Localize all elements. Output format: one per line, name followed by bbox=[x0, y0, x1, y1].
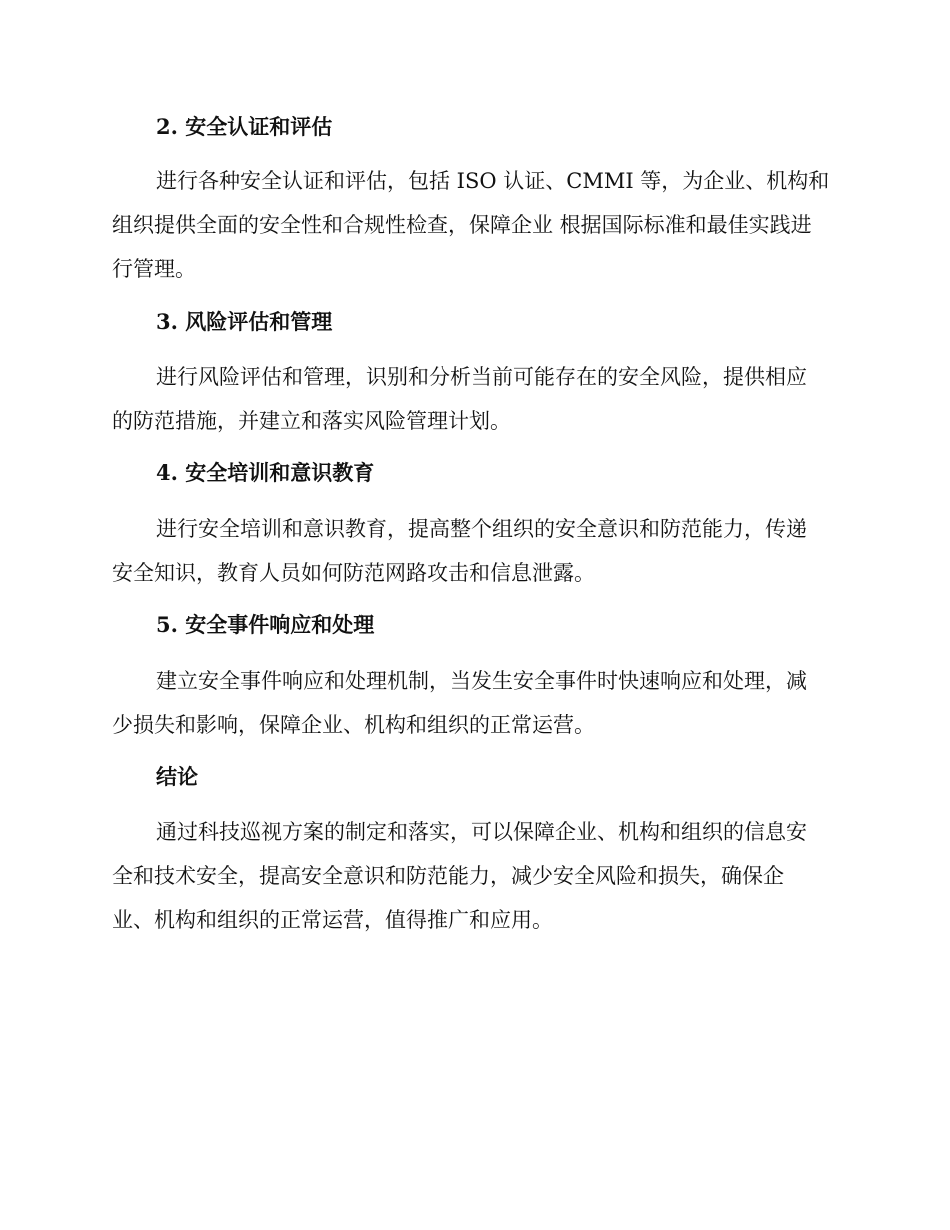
paragraph-line: 进行各种安全认证和评估，包括 ISO 认证、CMMI 等，为企业、机构和 bbox=[156, 169, 830, 193]
section-heading-incident-response: 5. 安全事件响应和处理 bbox=[156, 612, 375, 637]
paragraph-line: 的防范措施，并建立和落实风险管理计划。 bbox=[112, 409, 511, 433]
section-heading-risk-assessment: 3. 风险评估和管理 bbox=[156, 309, 333, 334]
paragraph-line: 全和技术安全，提高安全意识和防范能力，减少安全风险和损失，确保企 bbox=[112, 864, 784, 888]
paragraph-line: 进行风险评估和管理，识别和分析当前可能存在的安全风险，提供相应 bbox=[156, 365, 807, 389]
paragraph-line: 通过科技巡视方案的制定和落实，可以保障企业、机构和组织的信息安 bbox=[156, 820, 807, 844]
section-paragraph-risk-assessment bbox=[112, 355, 838, 443]
section-paragraph-security-certification bbox=[112, 159, 838, 291]
section-heading-security-certification: 2. 安全认证和评估 bbox=[156, 114, 333, 139]
section-paragraph-incident-response bbox=[112, 659, 838, 747]
paragraph-line: 建立安全事件响应和处理机制，当发生安全事件时快速响应和处理，减 bbox=[156, 669, 807, 693]
section-heading-security-training: 4. 安全培训和意识教育 bbox=[156, 460, 375, 485]
section-heading-conclusion: 结论 bbox=[156, 764, 198, 789]
section-paragraph-security-training bbox=[112, 507, 838, 595]
paragraph-line: 行管理。 bbox=[112, 257, 196, 281]
paragraph-line: 组织提供全面的安全性和合规性检查，保障企业 根据国际标准和最佳实践进 bbox=[112, 213, 812, 237]
paragraph-line: 安全知识，教育人员如何防范网路攻击和信息泄露。 bbox=[112, 561, 595, 585]
paragraph-line: 业、机构和组织的正常运营，值得推广和应用。 bbox=[112, 908, 553, 932]
paragraph-line: 进行安全培训和意识教育，提高整个组织的安全意识和防范能力，传递 bbox=[156, 517, 807, 541]
section-paragraph-conclusion bbox=[112, 810, 838, 942]
paragraph-line: 少损失和影响，保障企业、机构和组织的正常运营。 bbox=[112, 713, 595, 737]
